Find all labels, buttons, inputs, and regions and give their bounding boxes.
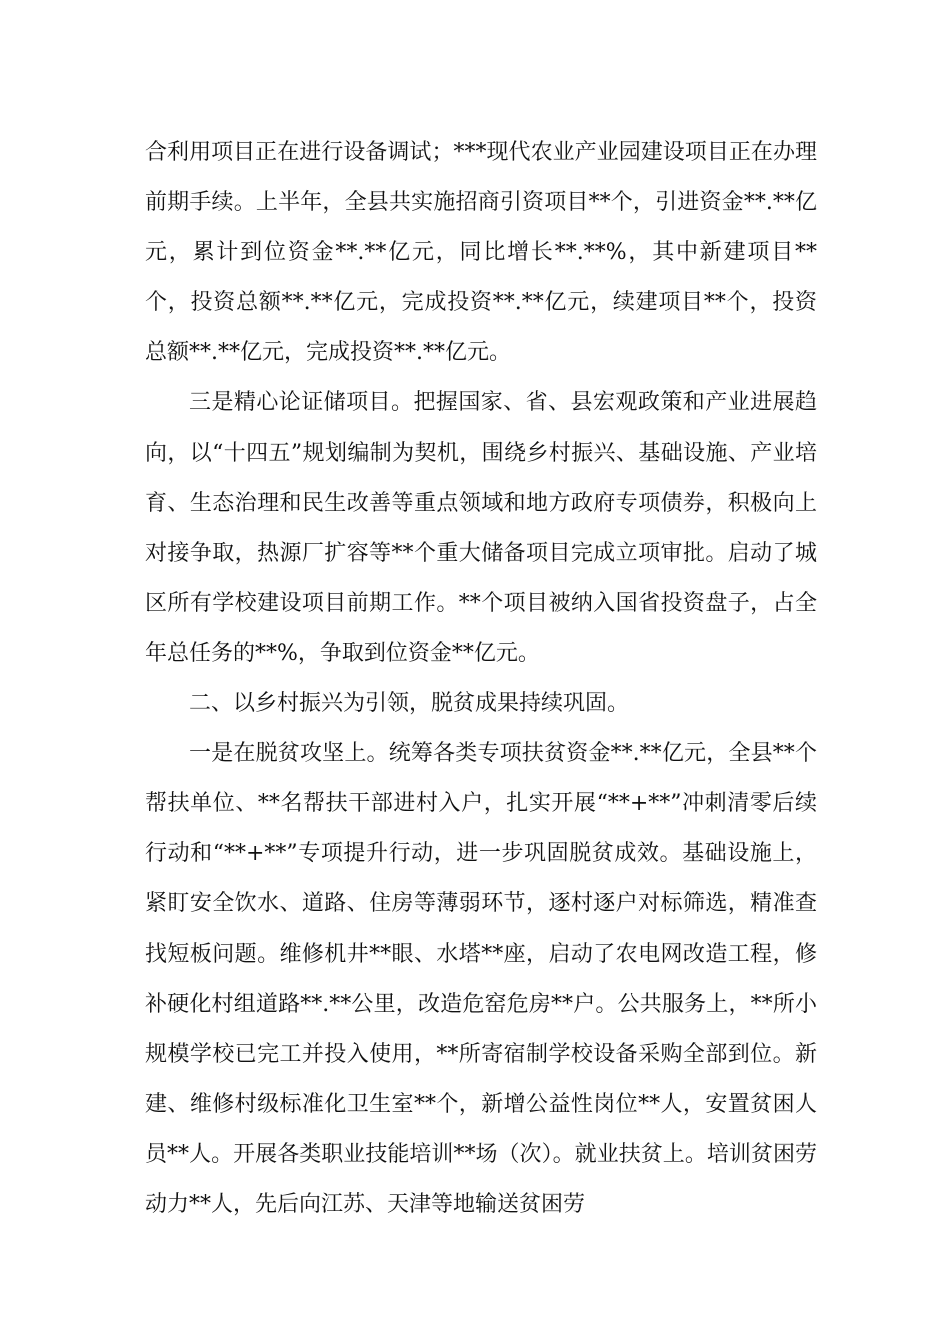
section-heading-rural-revitalization: 二、以乡村振兴为引领，脱贫成果持续巩固。	[189, 691, 630, 717]
paragraph-project-reserve: 三是精心论证储项目。把握国家、省、县宏观政策和产业进展趋向，以“十四五”规划编制为契机，围绕乡村振兴、基础设施、产业培育、生态治理和民生改善等重点领域和地方政府专项债券，积极向上对接争取，热源厂扩容等**个重大储备项目完成立项审批。启动了城区所有学校建设项目前期工作。**个项目被纳入国省投资盘子，占全年总任务的**%，争取到位资金**亿元。	[145, 390, 817, 666]
paragraph-poverty-alleviation: 一是在脱贫攻坚上。统筹各类专项扶贫资金**.**亿元，全县**个帮扶单位、**名帮扶干部进村入户，扎实开展“**+**”冲刺清零后续行动和“**+**”专项提升行动，进一步巩固脱贫成效。基础设施上，紧盯安全饮水、道路、住房等薄弱环节，逐村逐户对标筛选，精准查找短板问题。维修机井**眼、水塔**座，启动了农电网改造工程，修补硬化村组道路**.**公里，改造危窑危房**户。公共服务上，**所小规模学校已完工并投入使用，**所寄宿制学校设备采购全部到位。新建、维修村级标准化卫生室**个，新增公益性岗位**人，安置贫困人员**人。开展各类职业技能培训**场（次）。就业扶贫上。培训贫困劳动力**人，先后向江苏、天津等地输送贫困劳	[145, 741, 817, 1217]
paragraph-project-progress: 合利用项目正在进行设备调试；***现代农业产业园建设项目正在办理前期手续。上半年，全县共实施招商引资项目**个，引进资金**.**亿元，累计到位资金**.**亿元，同比增长**.**%，其中新建项目**个，投资总额**.**亿元，完成投资**.**亿元，续建项目**个，投资总额**.**亿元，完成投资**.**亿元。	[145, 140, 817, 366]
document-body	[145, 128, 817, 1230]
